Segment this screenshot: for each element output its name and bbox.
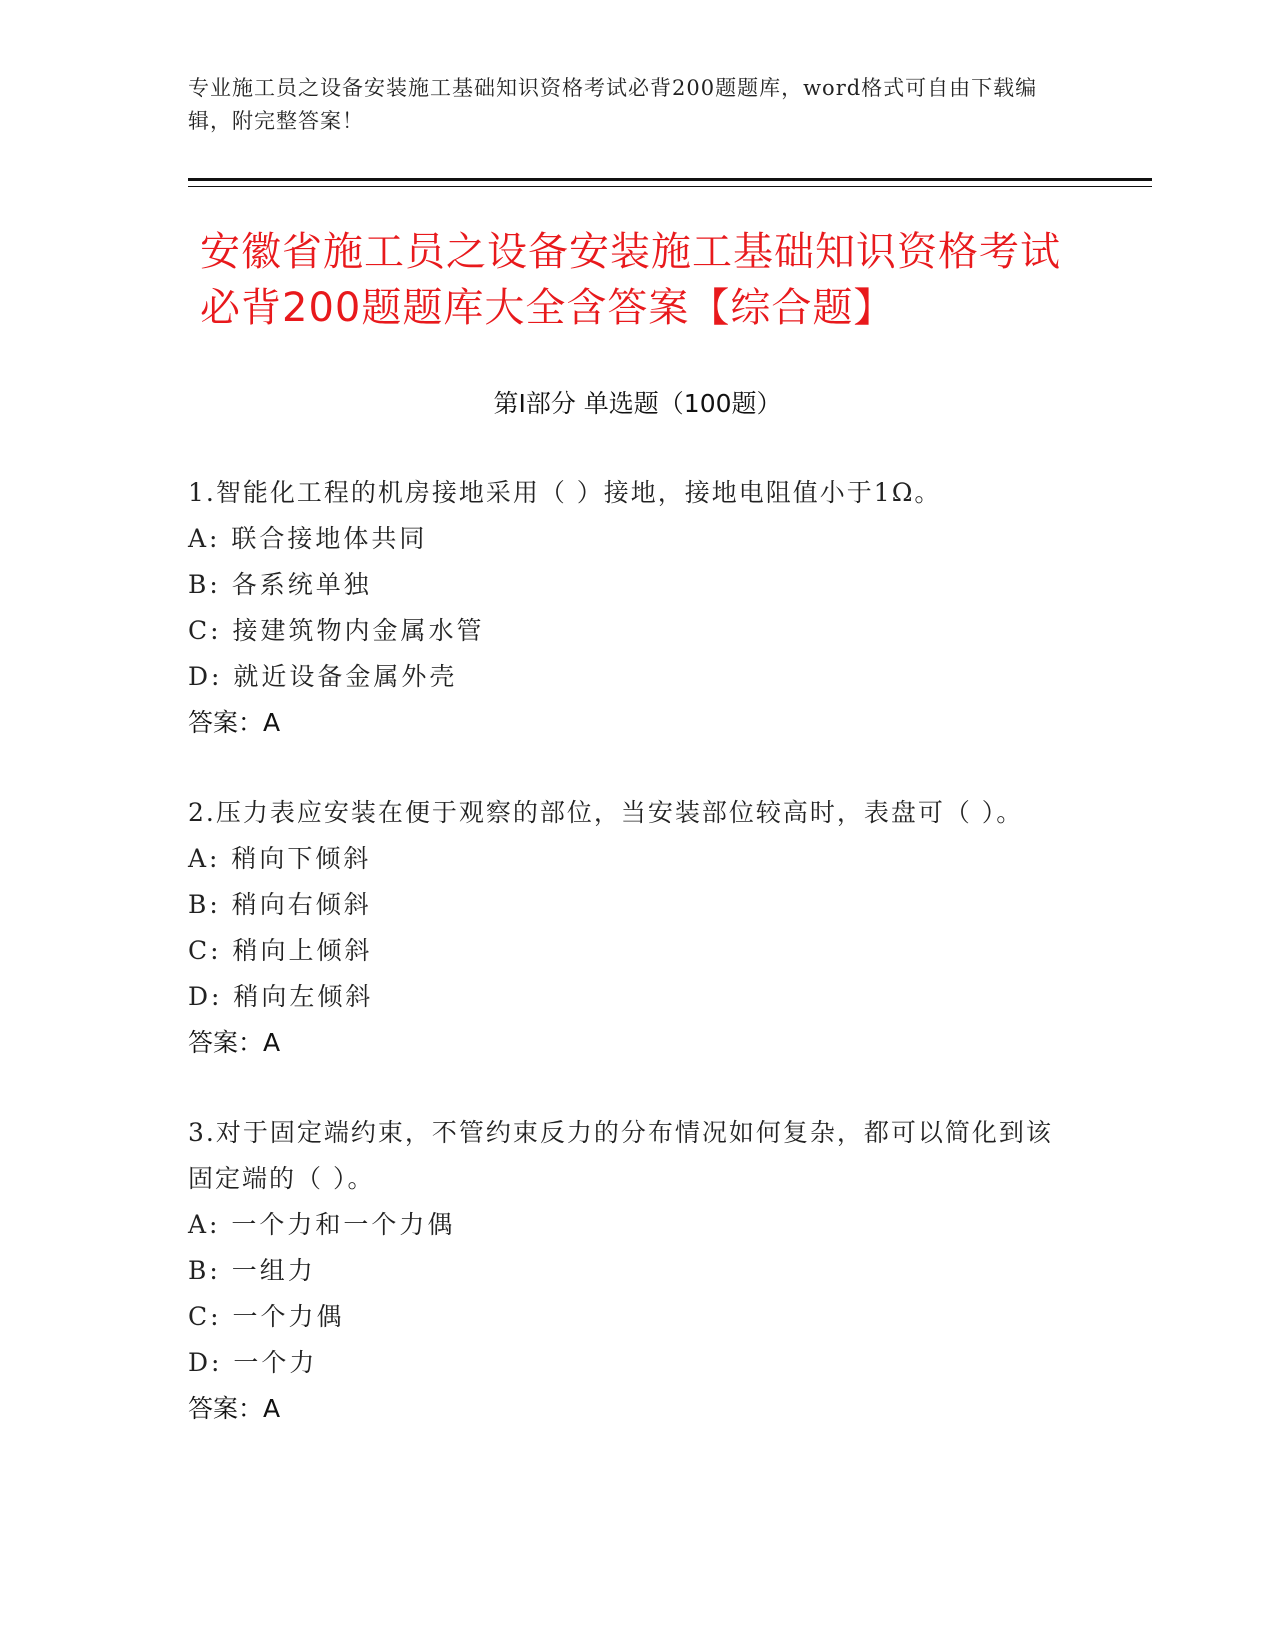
- question-3: [188, 1110, 1068, 1432]
- answer-line: 答案：A: [188, 1028, 281, 1057]
- option-a: A: 联合接地体共同: [188, 524, 428, 553]
- question-1: [188, 470, 1068, 746]
- header-note: 专业施工员之设备安装施工基础知识资格考试必背200题题库，word格式可自由下载编辑，附完整答案！: [188, 76, 1038, 133]
- answer-line: 答案：A: [188, 708, 281, 737]
- question-stem: 3.对于固定端约束，不管约束反力的分布情况如何复杂，都可以简化到该固定端的（ ）。: [188, 1118, 1053, 1193]
- option-a: A: 稍向下倾斜: [188, 844, 372, 873]
- document-title: 安徽省施工员之设备安装施工基础知识资格考试必背200题题库大全含答案【综合题】: [200, 229, 1061, 331]
- question-stem: 2.压力表应安装在便于观察的部位，当安装部位较高时，表盘可（ ）。: [188, 798, 1024, 827]
- question-2: [188, 790, 1068, 1066]
- option-c: C: 稍向上倾斜: [188, 936, 373, 965]
- section-title: 第Ⅰ部分 单选题（100题）: [493, 389, 782, 418]
- option-d: D: 一个力: [188, 1348, 318, 1377]
- header-rule-thick: [188, 178, 1152, 181]
- option-a: A: 一个力和一个力偶: [188, 1210, 456, 1239]
- question-stem: 1.智能化工程的机房接地采用（ ）接地，接地电阻值小于1Ω。: [188, 478, 942, 507]
- option-d: D: 就近设备金属外壳: [188, 662, 458, 691]
- question-list: [188, 470, 1068, 1476]
- option-d: D: 稍向左倾斜: [188, 982, 374, 1011]
- option-c: C: 一个力偶: [188, 1302, 345, 1331]
- option-c: C: 接建筑物内金属水管: [188, 616, 485, 645]
- option-b: B: 各系统单独: [188, 570, 372, 599]
- header-rule-thin: [188, 186, 1152, 187]
- option-b: B: 稍向右倾斜: [188, 890, 372, 919]
- option-b: B: 一组力: [188, 1256, 316, 1285]
- answer-line: 答案：A: [188, 1394, 281, 1423]
